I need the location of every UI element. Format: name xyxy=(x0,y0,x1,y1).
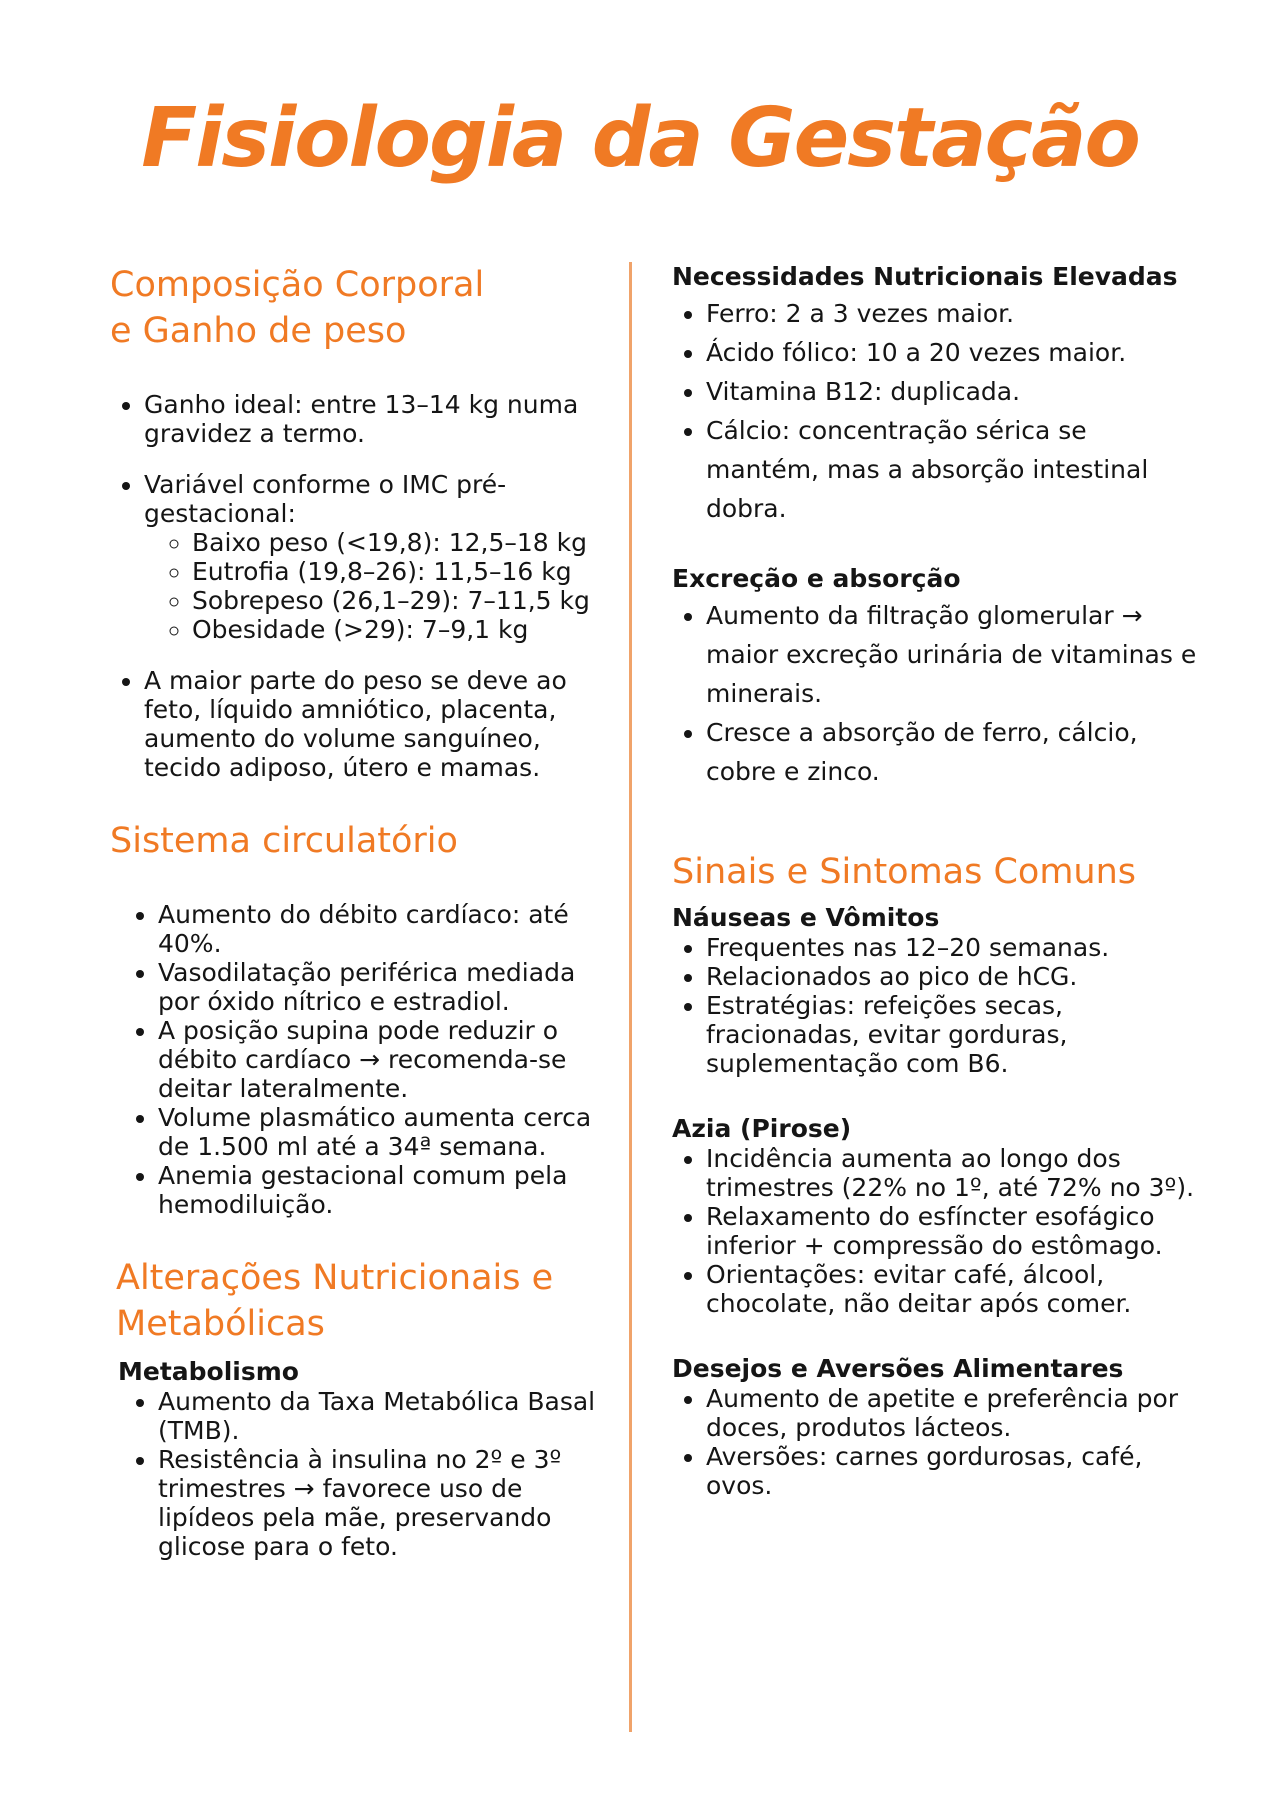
composition-list xyxy=(110,390,600,448)
list-item: • Cálcio: concentração sérica se mantém, mas a absorção intestinal dobra. xyxy=(706,411,1202,528)
section-heading-circulatory: Sistema circulatório xyxy=(110,821,458,861)
composition-list xyxy=(110,470,600,644)
sublist-item: ◦ Eutrofia (19,8–26): 11,5–16 kg xyxy=(192,557,600,586)
list-item: • Ferro: 2 a 3 vezes maior. xyxy=(706,294,1202,333)
heading-line: Metabólicas xyxy=(116,1304,325,1344)
metabolism-list xyxy=(110,1387,600,1561)
section-heading-signs: Sinais e Sintomas Comuns xyxy=(672,852,1137,892)
subheading-heartburn: Azia (Pirose) xyxy=(672,1114,852,1143)
list-item: • Ganho ideal: entre 13–14 kg numa gravidez a termo. xyxy=(144,390,600,448)
list-item: • Aumento do débito cardíaco: até 40%. xyxy=(158,900,600,958)
list-item: • Frequentes nas 12–20 semanas. xyxy=(706,933,1202,962)
sublist-item: ◦ Obesidade (>29): 7–9,1 kg xyxy=(192,615,600,644)
cravings-list xyxy=(672,1384,1202,1500)
list-item: • Aumento de apetite e preferência por doces, produtos lácteos. xyxy=(706,1384,1202,1442)
list-item: • Aumento da filtração glomerular → maior excreção urinária de vitaminas e minerais. xyxy=(706,596,1202,713)
list-item: • Relacionados ao pico de hCG. xyxy=(706,962,1202,991)
circulatory-list xyxy=(110,900,600,1219)
section-heading-composition xyxy=(110,262,600,354)
list-item: • A maior parte do peso se deve ao feto, líquido amniótico, placenta, aumento do volume sanguíneo, tecido adiposo, útero e mamas. xyxy=(144,666,600,782)
heading-line: Composição Corporal xyxy=(110,265,485,305)
subheading-metabolism: Metabolismo xyxy=(118,1357,299,1386)
subheading-cravings: Desejos e Aversões Alimentares xyxy=(672,1354,1124,1383)
subheading-nausea: Náuseas e Vômitos xyxy=(672,903,940,932)
list-item: • Volume plasmático aumenta cerca de 1.500 ml até a 34ª semana. xyxy=(158,1103,600,1161)
list-item-text: Variável conforme o IMC pré-gestacional: xyxy=(144,470,507,528)
bmi-sublist xyxy=(144,528,600,644)
list-item: • A posição supina pode reduzir o débito cardíaco → recomenda-se deitar lateralmente. xyxy=(158,1016,600,1103)
heading-line: e Ganho de peso xyxy=(110,311,407,351)
heading-line: Alterações Nutricionais e xyxy=(116,1258,554,1298)
subheading-excretion: Excreção e absorção xyxy=(672,564,961,593)
list-item: • Incidência aumenta ao longo dos trimestres (22% no 1º, até 72% no 3º). xyxy=(706,1144,1202,1202)
list-item: • Orientações: evitar café, álcool, chocolate, não deitar após comer. xyxy=(706,1260,1202,1318)
list-item xyxy=(144,470,600,644)
excretion-list xyxy=(672,596,1202,791)
needs-list xyxy=(672,294,1202,528)
heartburn-list xyxy=(672,1144,1202,1318)
list-item: • Aversões: carnes gordurosas, café, ovos. xyxy=(706,1442,1202,1500)
section-heading-nutrition xyxy=(110,1255,600,1347)
list-item: • Resistência à insulina no 2º e 3º trimestres → favorece uso de lipídeos pela mãe, preservando glicose para o feto. xyxy=(158,1445,600,1561)
page-title: Fisiologia da Gestação xyxy=(141,91,1139,186)
nausea-list xyxy=(672,933,1202,1078)
list-item: • Estratégias: refeições secas, fracionadas, evitar gorduras, suplementação com B6. xyxy=(706,991,1202,1078)
list-item: • Vasodilatação periférica mediada por óxido nítrico e estradiol. xyxy=(158,958,600,1016)
list-item: • Vitamina B12: duplicada. xyxy=(706,372,1202,411)
sublist-item: ◦ Sobrepeso (26,1–29): 7–11,5 kg xyxy=(192,586,600,615)
list-item: • Cresce a absorção de ferro, cálcio, cobre e zinco. xyxy=(706,713,1202,791)
list-item: • Anemia gestacional comum pela hemodiluição. xyxy=(158,1161,600,1219)
composition-list xyxy=(110,666,600,782)
list-item: • Ácido fólico: 10 a 20 vezes maior. xyxy=(706,333,1202,372)
right-column xyxy=(672,262,1202,1500)
list-item: • Aumento da Taxa Metabólica Basal (TMB). xyxy=(158,1387,600,1445)
column-divider xyxy=(629,262,632,1732)
list-item: • Relaxamento do esfíncter esofágico inferior + compressão do estômago. xyxy=(706,1202,1202,1260)
subheading-nutritional-needs: Necessidades Nutricionais Elevadas xyxy=(672,262,1178,291)
sublist-item: ◦ Baixo peso (<19,8): 12,5–18 kg xyxy=(192,528,600,557)
left-column xyxy=(110,262,600,1561)
